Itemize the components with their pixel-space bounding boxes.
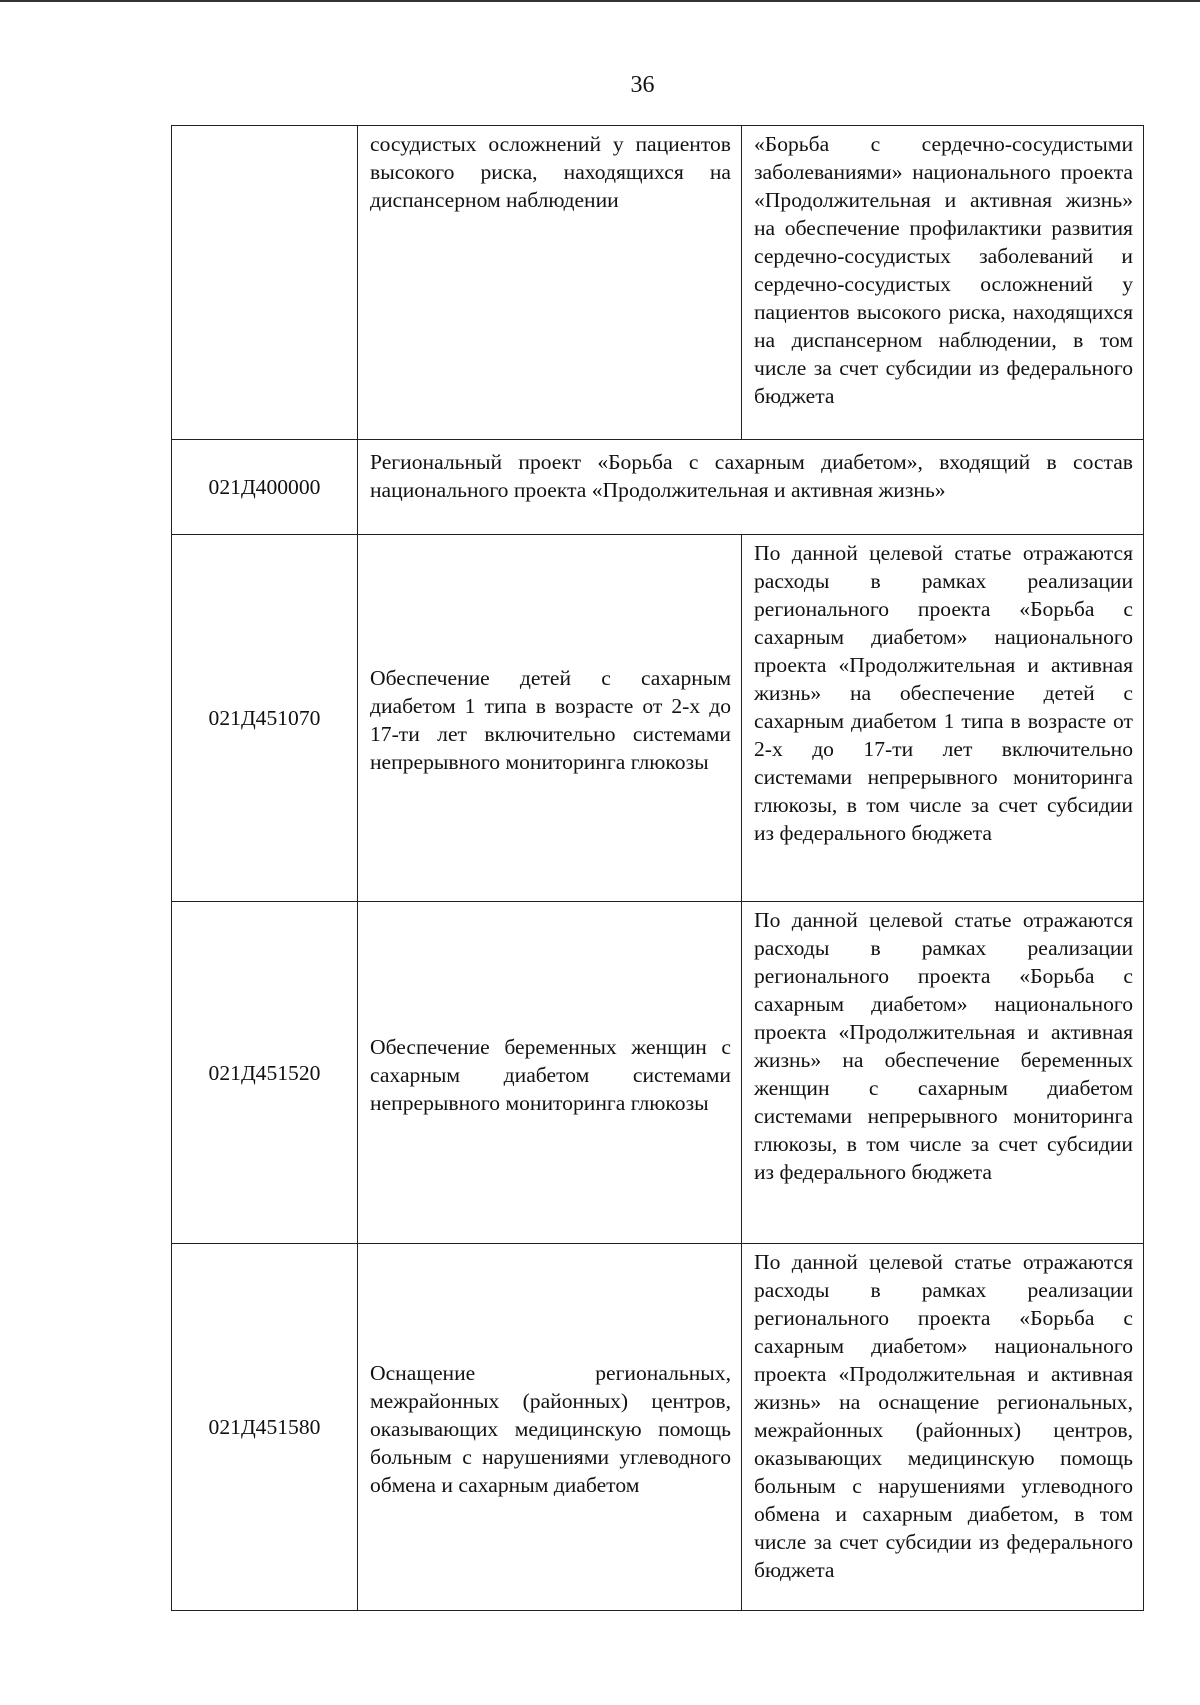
description-cell: «Борьба с сердечно-сосудистыми заболеваниями» национального проекта «Продолжительная и активная жизнь» на обеспечение профилактики развития сердечно-сосудистых заболеваний и сердечно-сосудистых осложнений у пациентов высокого риска, находящихся на диспансерном наблюдении, в том числе за счет субсидии из федерального бюджета — [742, 126, 1144, 440]
description-cell: По данной целевой статье отражаются расходы в рамках реализации регионального проекта «Борьба с сахарным диабетом» национального проекта «Продолжительная и активная жизнь» на обеспечение беременных женщин с сахарным диабетом системами непрерывного мониторинга глюкозы, в том числе за счет субсидии из федерального бюджета — [742, 902, 1144, 1244]
table-row — [172, 535, 1144, 902]
description-cell: По данной целевой статье отражаются расходы в рамках реализации регионального проекта «Борьба с сахарным диабетом» национального проекта «Продолжительная и активная жизнь» на обеспечение детей с сахарным диабетом 1 типа в возрасте от 2-х до 17-ти лет включительно системами непрерывного мониторинга глюкозы, в том числе за счет субсидии из федерального бюджета — [742, 535, 1144, 902]
project-title-cell: Региональный проект «Борьба с сахарным диабетом», входящий в состав национального проекта «Продолжительная и активная жизнь» — [358, 440, 1144, 535]
code-cell — [172, 126, 358, 440]
name-cell: Обеспечение беременных женщин с сахарным диабетом системами непрерывного мониторинга глюкозы — [358, 902, 742, 1244]
name-cell: сосудистых осложнений у пациентов высокого риска, находящихся на диспансерном наблюдении — [358, 126, 742, 440]
code-cell: 021Д451520 — [172, 902, 358, 1244]
top-edge-line — [0, 0, 1200, 2]
budget-classification-table — [171, 125, 1144, 1611]
code-cell: 021Д451070 — [172, 535, 358, 902]
name-cell: Обеспечение детей с сахарным диабетом 1 типа в возрасте от 2-х до 17-ти лет включительно системами непрерывного мониторинга глюкозы — [358, 535, 742, 902]
table-row — [172, 1244, 1144, 1611]
page-number: 36 — [630, 72, 655, 98]
table-row — [172, 440, 1144, 535]
code-cell: 021Д451580 — [172, 1244, 358, 1611]
description-cell: По данной целевой статье отражаются расходы в рамках реализации регионального проекта «Борьба с сахарным диабетом» национального проекта «Продолжительная и активная жизнь» на оснащение региональных, межрайонных (районных) центров, оказывающих медицинскую помощь больным с нарушениями углеводного обмена и сахарным диабетом, в том числе за счет субсидии из федерального бюджета — [742, 1244, 1144, 1611]
name-cell: Оснащение региональных, межрайонных (районных) центров, оказывающих медицинскую помощь больным с нарушениями углеводного обмена и сахарным диабетом — [358, 1244, 742, 1611]
table-row — [172, 126, 1144, 440]
code-cell: 021Д400000 — [172, 440, 358, 535]
table-row — [172, 902, 1144, 1244]
